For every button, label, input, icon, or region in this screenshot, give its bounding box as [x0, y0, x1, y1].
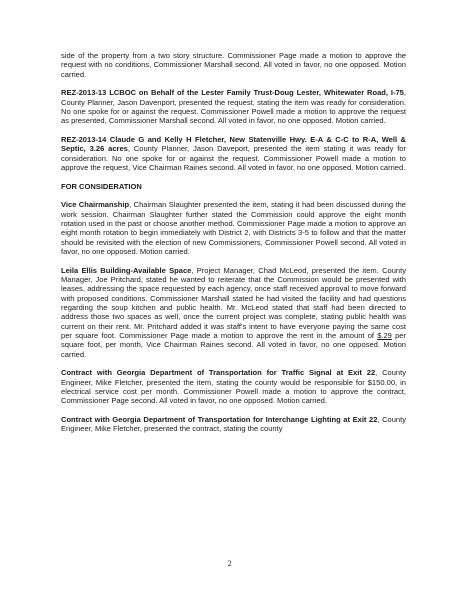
paragraph-rez-2013-13 [61, 88, 406, 125]
paragraph-text: , Chairman Slaughter presented the item, stating it had been discussed during the work session. Chairman Slaughter further stated the Commission could approve the eight month rotation used in the past or choose another method. Commissioner Page made a motion to approve an eight month rotation to begin immediately with District 2, with Districts 3-5 to follow and that the matter should be revisited with the election of new Commissioners, Commissioner Powell second. All voted in favor, no one opposed. Motion carried. [61, 200, 406, 257]
item-title: Vice Chairmanship [61, 200, 130, 210]
page-number: 2 [227, 559, 232, 568]
item-title: REZ-2013-13 LCBOC on Behalf of the Lester Family Trust-Doug Lester, Whitewater Road, I-75 [61, 88, 404, 98]
section-heading: FOR CONSIDERATION [61, 181, 142, 191]
rent-amount: $.29 [377, 331, 392, 341]
paragraph-traffic-signal-contract [61, 368, 406, 405]
paragraph-leila-ellis-building [61, 266, 406, 359]
paragraph-text: , County Engineer, Mike Fletcher, presented the item, stating the county would be responsible for $150.00, in electrical service cost per month. Commissioner Powell made a motion to approve the contract, Commissioner Page second. All voted in favor, no one opposed. Motion carried. [61, 368, 406, 406]
item-title: Contract with Georgia Department of Transportation for Interchange Lighting at Exit 22 [61, 415, 378, 425]
paragraph-text: side of the property from a two story structure. Commissioner Page made a motion to approve the request with no conditions, Commissioner Marshall second. All voted in favor, no one opposed. Motion carried. [61, 51, 406, 79]
paragraph-text: , Project Manager, Chad McLeod, presented the item. County Manager, Joe Pritchard, stated he wanted to reiterate that the Commission would be presented with leases, addressing the space requested by each agency, once staff received approval to move forward with proposed conditions. Commissioner Marshall stated he had visited the facility and had questions regarding the soup kitchen and public health. Mr. McLeod stated that staff had been directed to address those two spaces as well, once the current project was complete, stating public health was current on their rent. Mr. Pritchard added it was staff's intent to have everyone paying the same cost per square foot. Commissioner Page made a motion to approve the rent in the amount of [61, 265, 406, 341]
paragraph-text: , County Planner, Jason Daveport, presented the item stating it was ready for consideration. No one spoke for or against the request. Commissioner Powell made a motion to approve the request, Vice Chairman Raines second. All voted in favor, no one opposed. Motion carried. [61, 144, 406, 173]
paragraph-text: , County Planner, Jason Davenport, presented the request, stating the item was ready for consideration. No one spoke for or against the request. Commissioner Powell made a motion to approve the request as presented, Commissioner Marshall second. All voted in favor, no one opposed. Motion carried. [61, 88, 406, 126]
paragraph-property-motion [61, 51, 406, 79]
item-title: Leila Ellis Building-Available Space [61, 265, 192, 275]
document-body [61, 51, 406, 443]
item-title: REZ-2013-14 Claude G and Kelly H Fletcher, New Statenville Hwy. E-A & C-C to R-A, Well & Septic, 3.26 acres [61, 135, 406, 154]
item-title: Contract with Georgia Department of Transportation for Traffic Signal at Exit 22 [61, 368, 376, 378]
paragraph-text: , County Engineer, Mike Fletcher, presented the contract, stating the county [61, 415, 406, 434]
paragraph-text: per square foot, per month, Vice Chairman Raines second. All voted in favor, no one opposed. Motion carried. [61, 331, 406, 359]
paragraph-vice-chairmanship [61, 200, 406, 256]
paragraph-rez-2013-14 [61, 135, 406, 172]
paragraph-interchange-lighting-contract [61, 415, 406, 434]
